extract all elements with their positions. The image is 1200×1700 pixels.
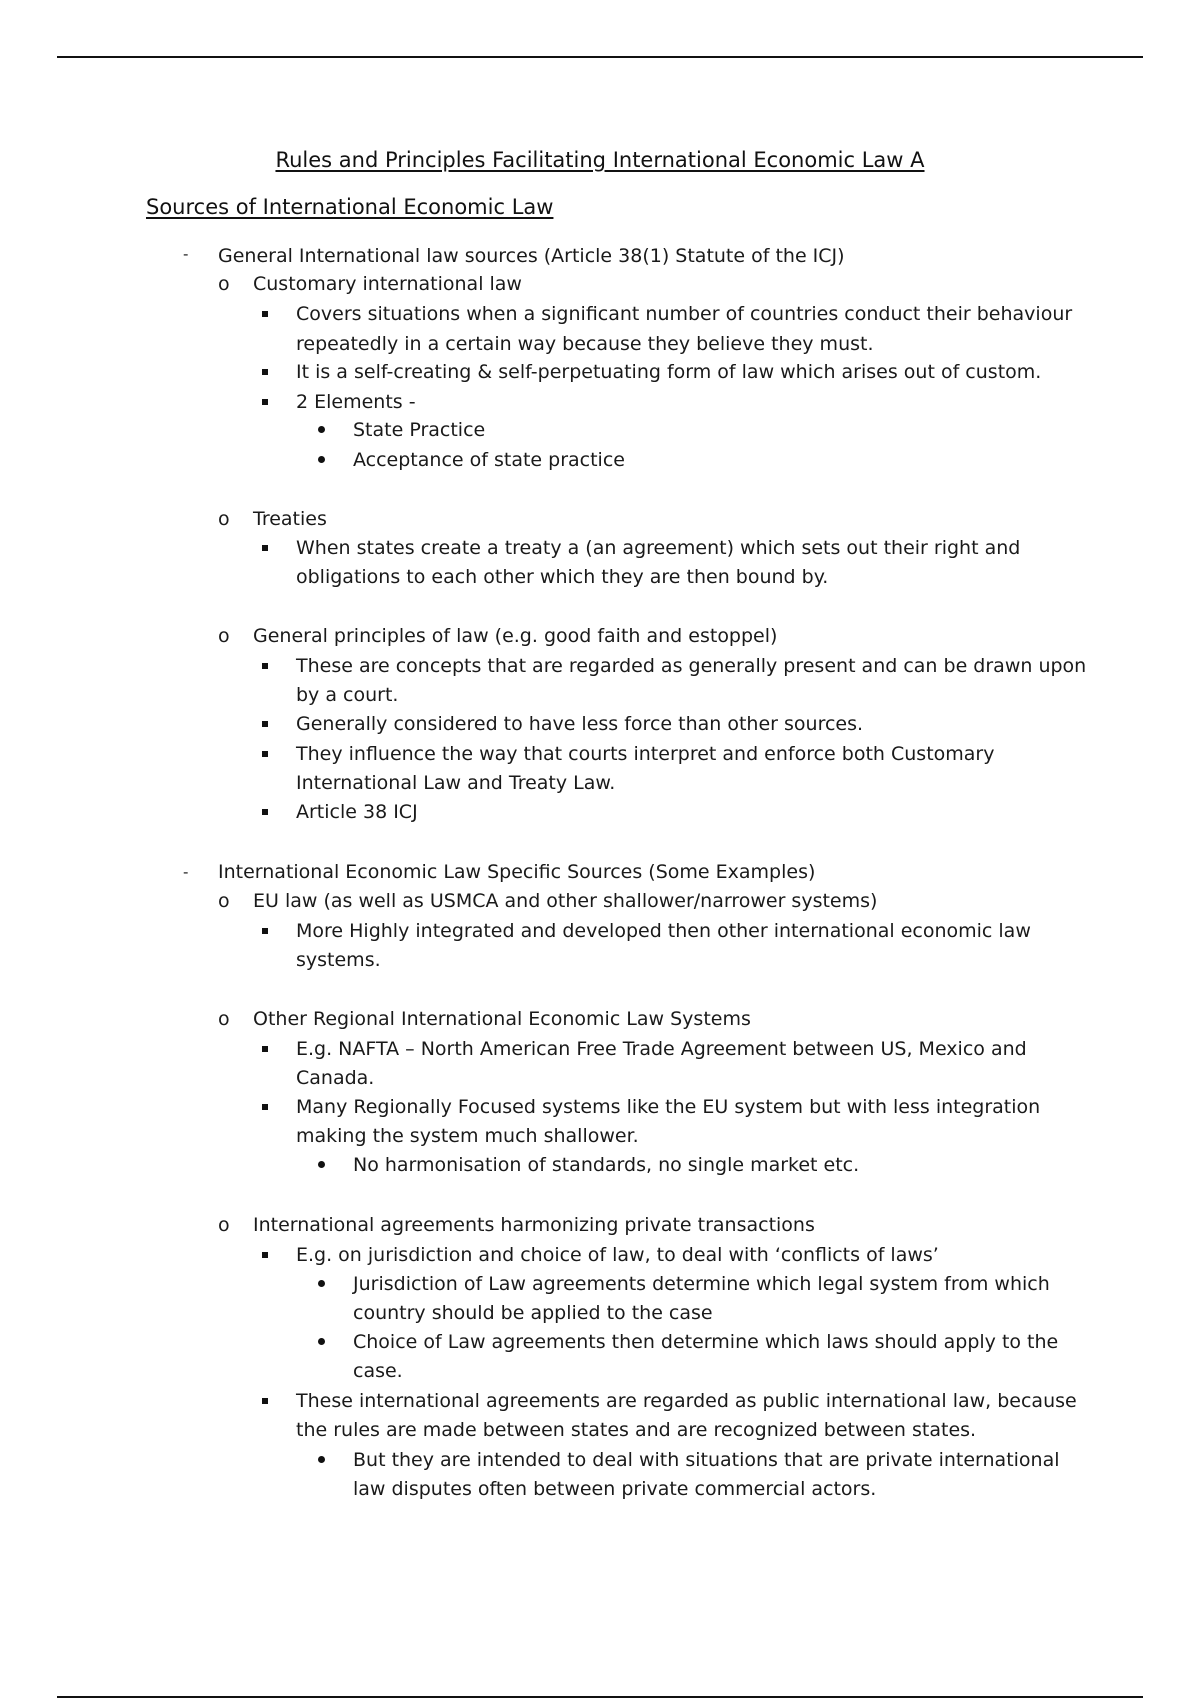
square-bullet	[262, 300, 270, 328]
principles-heading: General principles of law (e.g. good faith and estoppel)	[253, 625, 778, 647]
circle-bullet: o	[218, 625, 230, 647]
principles-bullet-1-line-2: by a court.	[296, 684, 399, 706]
customary-heading: Customary international law	[253, 273, 522, 295]
round-bullet	[318, 1328, 326, 1356]
specific-sources-heading: International Economic Law Specific Sources (Some Examples)	[218, 861, 816, 883]
principles-bullet-2: Generally considered to have less force than other sources.	[296, 713, 864, 735]
circle-bullet: o	[218, 273, 230, 295]
treaties-heading: Treaties	[253, 508, 327, 530]
private-bullet-2-line-1: These international agreements are regarded as public international law, because	[296, 1390, 1077, 1412]
private-bullet-1: E.g. on jurisdiction and choice of law, to deal with ‘conflicts of laws’	[296, 1244, 939, 1266]
private-sub-3-line-2: law disputes often between private commercial actors.	[353, 1478, 877, 1500]
square-bullet	[262, 917, 270, 945]
circle-bullet: o	[218, 1214, 230, 1236]
square-bullet	[262, 710, 270, 738]
eu-bullet-1-line-2: systems.	[296, 949, 381, 971]
circle-bullet: o	[218, 1008, 230, 1030]
private-sub-1-line-1: Jurisdiction of Law agreements determine which legal system from which	[353, 1273, 1050, 1295]
square-bullet	[262, 388, 270, 416]
square-bullet	[262, 534, 270, 562]
circle-bullet: o	[218, 508, 230, 530]
private-bullet-2-line-2: the rules are made between states and are recognized between states.	[296, 1419, 977, 1441]
square-bullet	[262, 1241, 270, 1269]
private-sub-3-line-1: But they are intended to deal with situations that are private international	[353, 1449, 1060, 1471]
principles-bullet-3-line-1: They influence the way that courts interpret and enforce both Customary	[296, 743, 995, 765]
private-sub-1-line-2: country should be applied to the case	[353, 1302, 713, 1324]
header-rule	[57, 56, 1143, 58]
regional-sub-bullet-1: No harmonisation of standards, no single market etc.	[353, 1154, 860, 1176]
section-heading: Sources of International Economic Law	[146, 195, 554, 219]
treaties-bullet-1-line-2: obligations to each other which they are then bound by.	[296, 566, 829, 588]
element-state-practice: State Practice	[353, 419, 486, 441]
regional-bullet-1-line-1: E.g. NAFTA – North American Free Trade Agreement between US, Mexico and	[296, 1038, 1027, 1060]
regional-heading: Other Regional International Economic Law Systems	[253, 1008, 751, 1030]
circle-bullet: o	[218, 890, 230, 912]
treaties-bullet-1-line-1: When states create a treaty a (an agreement) which sets out their right and	[296, 537, 1021, 559]
square-bullet	[262, 1093, 270, 1121]
eu-bullet-1-line-1: More Highly integrated and developed then other international economic law	[296, 920, 1031, 942]
customary-bullet-3: 2 Elements -	[296, 391, 416, 413]
dash-bullet: -	[183, 245, 189, 263]
customary-bullet-2: It is a self-creating & self-perpetuating form of law which arises out of custom.	[296, 361, 1042, 383]
customary-bullet-1-line-1: Covers situations when a significant number of countries conduct their behaviour	[296, 303, 1073, 325]
private-sub-2-line-1: Choice of Law agreements then determine which laws should apply to the	[353, 1331, 1059, 1353]
regional-bullet-2-line-2: making the system much shallower.	[296, 1125, 639, 1147]
square-bullet	[262, 652, 270, 680]
square-bullet	[262, 740, 270, 768]
round-bullet	[318, 446, 326, 474]
square-bullet	[262, 798, 270, 826]
round-bullet	[318, 416, 326, 444]
principles-bullet-4: Article 38 ICJ	[296, 801, 418, 823]
regional-bullet-2-line-1: Many Regionally Focused systems like the EU system but with less integration	[296, 1096, 1041, 1118]
principles-bullet-3-line-2: International Law and Treaty Law.	[296, 772, 616, 794]
eu-law-heading: EU law (as well as USMCA and other shallower/narrower systems)	[253, 890, 878, 912]
footer-rule	[57, 1696, 1143, 1698]
dash-bullet: -	[183, 863, 189, 881]
document-title: Rules and Principles Facilitating International Economic Law A	[275, 148, 925, 172]
principles-bullet-1-line-1: These are concepts that are regarded as generally present and can be drawn upon	[296, 655, 1087, 677]
private-heading: International agreements harmonizing private transactions	[253, 1214, 815, 1236]
square-bullet	[262, 1387, 270, 1415]
square-bullet	[262, 1035, 270, 1063]
round-bullet	[318, 1270, 326, 1298]
square-bullet	[262, 358, 270, 386]
element-acceptance: Acceptance of state practice	[353, 449, 625, 471]
round-bullet	[318, 1151, 326, 1179]
private-sub-2-line-2: case.	[353, 1360, 403, 1382]
regional-bullet-1-line-2: Canada.	[296, 1067, 375, 1089]
round-bullet	[318, 1446, 326, 1474]
customary-bullet-1-line-2: repeatedly in a certain way because they believe they must.	[296, 333, 874, 355]
general-sources-heading: General International law sources (Article 38(1) Statute of the ICJ)	[218, 245, 845, 267]
